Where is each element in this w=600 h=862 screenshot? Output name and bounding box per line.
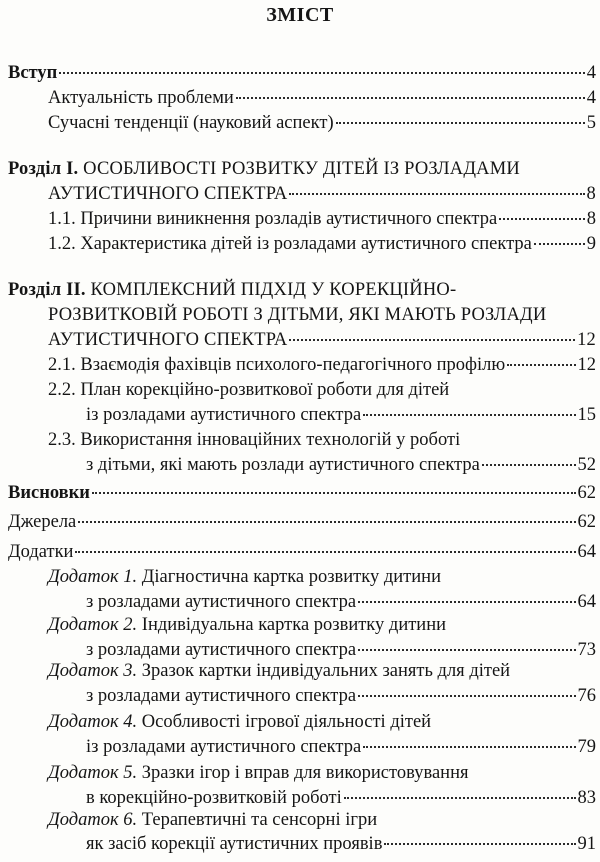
dot-leader [358,601,575,603]
page-title: ЗМІСТ [266,4,334,26]
entry-label: з розладами аутистичного спектра [86,686,357,706]
appendix-title: Зразок картки індивідуальних занять для дітей [141,661,511,681]
toc-entry-1-2[interactable] [48,231,596,257]
page-number: 9 [586,234,596,254]
section1-prefix: Розділ І. [8,159,79,179]
entry-label: 1.1. Причини виникнення розладів аутистичного спектра [48,209,498,229]
dot-leader [507,364,575,366]
appendix-title: Індивідуальна картка розвитку дитини [141,615,447,635]
toc-entry-2-2[interactable] [86,402,596,428]
appendix-number: Додаток 3. [48,661,138,681]
appendix-title: Терапевтичні та сенсорні ігри [141,810,378,830]
dot-leader [78,521,575,523]
page-number: 12 [577,330,596,350]
toc-entry-appendix-3[interactable] [86,683,596,709]
appendix-title: Особливості ігрової діяльності дітей [141,712,432,732]
page-number: 52 [577,455,596,475]
entry-label: Висновки [8,483,90,503]
toc-entry-appendices[interactable] [8,539,596,565]
dot-leader [236,97,585,99]
section2-prefix: Розділ ІІ. [8,280,86,300]
appendix-number: Додаток 5. [48,763,138,783]
section1-title-line1: ОСОБЛИВОСТІ РОЗВИТКУ ДІТЕЙ ІЗ РОЗЛАДАМИ [83,159,520,179]
entry-label: з розладами аутистичного спектра [86,640,357,660]
dot-leader [358,649,575,651]
page-number: 8 [586,209,596,229]
toc-entry-2-2-line1[interactable]: 2.2. План корекційно-розвиткової роботи для дітей [48,380,450,400]
dot-leader [534,243,585,245]
section2-title-line1: КОМПЛЕКСНИЙ ПІДХІД У КОРЕКЦІЙНО- [90,280,457,300]
page-number: 62 [577,483,596,503]
dot-leader [363,414,575,416]
page-number: 83 [577,788,596,808]
entry-label: 2.1. Взаємодія фахівців психолого-педагогічного профілю [48,355,506,375]
page-number: 8 [586,184,596,204]
entry-label: із розладами аутистичного спектра [86,737,362,757]
toc-entry-1-1[interactable] [48,206,596,232]
page-number: 62 [577,512,596,532]
toc-entry-section2[interactable] [48,327,596,353]
dot-leader [59,72,584,74]
dot-leader [289,193,584,195]
section2-title-line3: АУТИСТИЧНОГО СПЕКТРА [48,330,288,350]
entry-label: Джерела [8,512,77,532]
appendix-number: Додаток 6. [48,810,138,830]
entry-label: з дітьми, які мають розлади аутистичного спектра [86,455,480,475]
appendix-5-line1[interactable] [48,760,468,786]
appendix-title: Зразки ігор і вправ для використовування [141,763,469,783]
entry-label: в корекційно-розвитковій роботі [86,788,342,808]
page-number: 73 [577,640,596,660]
appendix-2-line1[interactable] [48,612,446,638]
dot-leader [363,746,575,748]
appendix-3-line1[interactable] [48,658,510,684]
page-number: 64 [577,542,596,562]
toc-entry-2-3-line1[interactable]: 2.3. Використання інноваційних технологій у роботі [48,430,461,450]
page-number: 12 [577,355,596,375]
appendix-number: Додаток 4. [48,712,138,732]
toc-entry-appendix-4[interactable] [86,734,596,760]
entry-label: із розладами аутистичного спектра [86,405,362,425]
entry-label: Додатки [8,542,74,562]
section2-heading[interactable] [8,277,456,303]
toc-entry-sources[interactable] [8,509,596,535]
appendix-1-line1[interactable] [48,564,441,590]
page-number: 76 [577,686,596,706]
appendix-number: Додаток 2. [48,615,138,635]
toc-entry-trends[interactable] [48,110,596,136]
section1-heading[interactable] [8,156,520,182]
page-number: 4 [586,88,596,108]
dot-leader [289,339,575,341]
section2-title-line2: РОЗВИТКОВІЙ РОБОТІ З ДІТЬМИ, ЯКІ МАЮТЬ РОЗЛАДИ [48,305,547,325]
page-number: 79 [577,737,596,757]
toc-entry-intro[interactable] [8,60,596,86]
entry-label: Сучасні тенденції (науковий аспект) [48,113,334,133]
dot-leader [92,492,576,494]
toc-entry-conclusions[interactable] [8,480,596,506]
dot-leader [336,122,585,124]
dot-leader [384,843,575,845]
page-number: 91 [577,834,596,854]
toc-entry-2-3[interactable] [86,452,596,478]
appendix-4-line1[interactable] [48,709,431,735]
section1-title-line2: АУТИСТИЧНОГО СПЕКТРА [48,184,288,204]
dot-leader [75,551,575,553]
entry-label: як засіб корекції аутистичних проявів [86,834,383,854]
page-number: 15 [577,405,596,425]
entry-label: Вступ [8,63,58,83]
appendix-title: Діагностична картка розвитку дитини [141,567,441,587]
dot-leader [499,218,585,220]
page-number: 5 [586,113,596,133]
entry-label: 1.2. Характеристика дітей із розладами аутистичного спектра [48,234,532,254]
toc-entry-2-1[interactable] [48,352,596,378]
appendix-number: Додаток 1. [48,567,138,587]
page-number: 64 [577,592,596,612]
page-number: 4 [586,63,596,83]
dot-leader [358,695,575,697]
appendix-6-line1[interactable] [48,807,377,833]
dot-leader [482,464,576,466]
dot-leader [344,797,576,799]
toc-entry-section1[interactable] [48,181,596,207]
entry-label: Актуальність проблеми [48,88,234,108]
toc-entry-appendix-6[interactable] [86,831,596,857]
entry-label: з розладами аутистичного спектра [86,592,357,612]
toc-entry-relevance[interactable] [48,85,596,111]
